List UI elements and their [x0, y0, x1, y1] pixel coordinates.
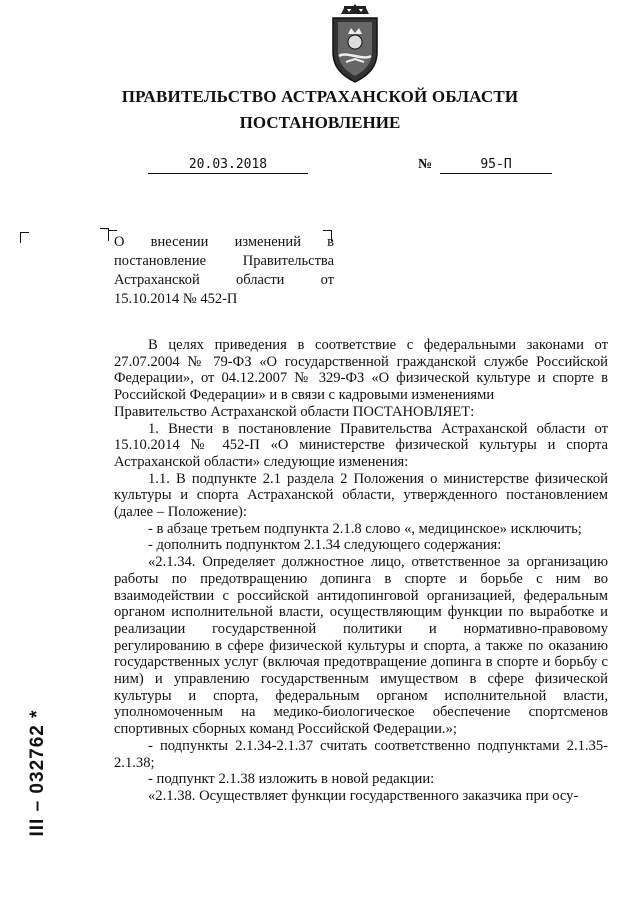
paragraph-text-2-1-34: «2.1.34. Определяет должностное лицо, ответственное за организацию работы по предотвращению допинга в спорте и борьбе с ним во взаимодействии с российской антидопинговой организацией, федеральным органом исполнительной власти, осуществляющим функции по выработке и реализации государственной политики и нормативно-правовому регулированию в сфере физической культуры и спорта, а также по оказанию государственных услуг (включая предотвращение допинга в спорте и борьбу с ним) и управлению государственным имуществом в сфере физической культуры и спорта, федеральным органом исполнительной власти, уполномоченным на медико-биологическое обеспечение спортсменов спортивных сборных команд Российской Федерации.»; — [114, 554, 608, 738]
paragraph-preamble: В целях приведения в соответствие с федеральными законами от 27.07.2004 № 79-ФЗ «О государственной гражданской службе Российской Федерации», от 04.12.2007 № 329-ФЗ «О физической культуре и спорте в Российской Федерации» и в связи с кадровыми изменениями — [114, 337, 608, 404]
paragraph-add-2-1-34: - дополнить подпунктом 2.1.34 следующего содержания: — [148, 537, 502, 554]
paragraph-amend-2-1-8: - в абзаце третьем подпункта 2.1.8 слово «, медицинское» исключить; — [148, 520, 582, 537]
paragraph-text-2-1-38: «2.1.38. Осуществляет функции государственного заказчика при осу- — [148, 787, 579, 804]
coat-of-arms-icon — [329, 4, 381, 84]
number-label: № — [418, 157, 433, 172]
side-serial-number: III – 032762 * — [27, 709, 48, 837]
document-date: 20.03.2018 — [148, 157, 308, 174]
paragraph-resolves: Правительство Астраханской области ПОСТАНОВЛЯЕТ: — [114, 403, 475, 420]
paragraph-item-1-1: 1.1. В подпункте 2.1 раздела 2 Положения о министерстве физической культуры и спорта Астраханской области, утвержденного постановлением (далее – Положение): — [114, 470, 608, 521]
document-number: 95-П — [440, 157, 552, 174]
paragraph-renumber: - подпункты 2.1.34-2.1.37 считать соответственно подпунктами 2.1.35-2.1.38; — [114, 737, 608, 771]
corner-mark — [20, 232, 29, 243]
document-body — [114, 337, 608, 805]
paragraph-item-1: 1. Внести в постановление Правительства Астраханской области от 15.10.2014 № 452-П «О министерстве физической культуры и спорта Астраханской области» следующие изменения: — [114, 420, 608, 470]
subject-block: О внесении изменений в постановление Правительства Астраханской области от 15.10.2014 № 452-П — [114, 234, 334, 307]
document-type: ПОСТАНОВЛЕНИЕ — [239, 113, 401, 132]
paragraph-new-2-1-38: - подпункт 2.1.38 изложить в новой редакции: — [148, 771, 435, 788]
government-title: ПРАВИТЕЛЬСТВО АСТРАХАНСКОЙ ОБЛАСТИ — [121, 87, 519, 106]
